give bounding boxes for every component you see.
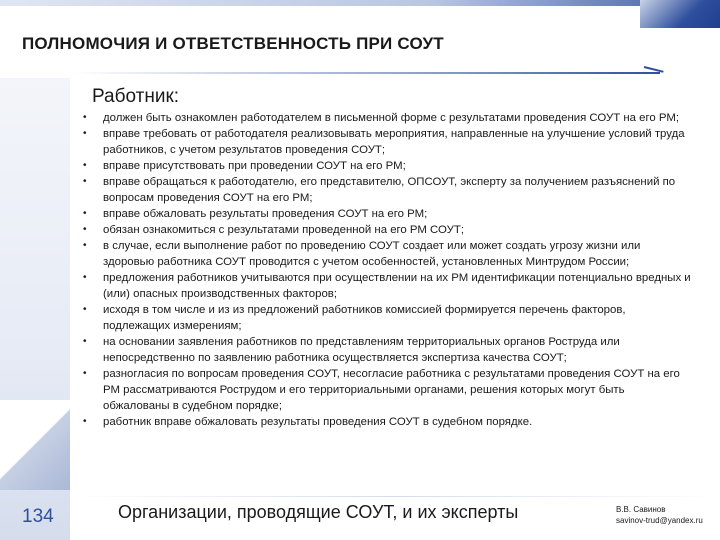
list-item-text: • исходя в том числе и из из предложений работников комиссией формируется перечень факторов, подлежащих измерениям; <box>103 304 626 332</box>
list-item <box>80 238 692 270</box>
list-item <box>80 334 692 366</box>
list-item-text: • вправе обращаться к работодателю, его представителю, ОПСОУТ, эксперту за получением разъяснений по вопросам проведения СОУТ на его РМ; <box>103 176 676 204</box>
list-item-text: • разногласия по вопросам проведения СОУТ, несогласие работника с результатами проведения СОУТ на его РМ рассматриваются Рострудом и его территориальными органами, решения которых могут быть обжалованы в судебном порядке; <box>103 368 680 412</box>
list-item <box>80 206 692 222</box>
list-item-text: • обязан ознакомиться с результатами проведенной на его РМ СОУТ; <box>103 224 464 236</box>
author-email[interactable]: savinov-trud@yandex.ru <box>616 516 703 525</box>
list-item-text: • вправе обжаловать результаты проведения СОУТ на его РМ; <box>103 208 428 220</box>
page-number: 134 <box>22 506 54 527</box>
list-item <box>80 366 692 414</box>
corner-decoration <box>640 0 720 28</box>
list-item <box>80 174 692 206</box>
list-item-text: • предложения работников учитываются при осуществлении на их РМ идентификации потенциально вредных и (или) опасных производственных факторов; <box>103 272 691 300</box>
list-item <box>80 414 692 430</box>
author-name: В.В. Савинов <box>616 505 666 514</box>
list-item <box>80 126 692 158</box>
footer-caption: Организации, проводящие СОУТ, и их эксперты <box>118 502 519 522</box>
list-item-text: • вправе требовать от работодателя реализовывать мероприятия, направленные на улучшение условий труда работников, с учетом результатов проведения СОУТ; <box>103 128 685 156</box>
bullet-list <box>80 110 692 430</box>
list-item-text: • работник вправе обжаловать результаты проведения СОУТ в судебном порядке. <box>103 416 533 428</box>
footer-divider <box>70 496 720 497</box>
list-item-text: • в случае, если выполнение работ по проведению СОУТ создает или может создать угрозу жизни или здоровью работника СОУТ проводится с учетом особенностей, установленных Минтрудом России; <box>103 240 641 268</box>
subheading: Работник: <box>92 86 180 107</box>
author-credit <box>616 504 703 526</box>
list-item-text: • вправе присутствовать при проведении СОУТ на его РМ; <box>103 160 406 172</box>
list-item-text: • должен быть ознакомлен работодателем в письменной форме с результатами проведения СОУТ на его РМ; <box>103 112 680 124</box>
list-item <box>80 302 692 334</box>
list-item <box>80 222 692 238</box>
list-item-text: • на основании заявления работников по представлениям территориальных органов Роструда или непосредственно по заявлению работника осуществляется экспертиза качества СОУТ; <box>103 336 620 364</box>
header-band <box>0 0 720 6</box>
list-item <box>80 270 692 302</box>
left-decor-fold <box>0 400 70 490</box>
list-item <box>80 110 692 126</box>
slide-title: ПОЛНОМОЧИЯ И ОТВЕТСТВЕННОСТЬ ПРИ СОУТ <box>22 34 444 53</box>
list-item <box>80 158 692 174</box>
title-underline <box>70 72 660 74</box>
